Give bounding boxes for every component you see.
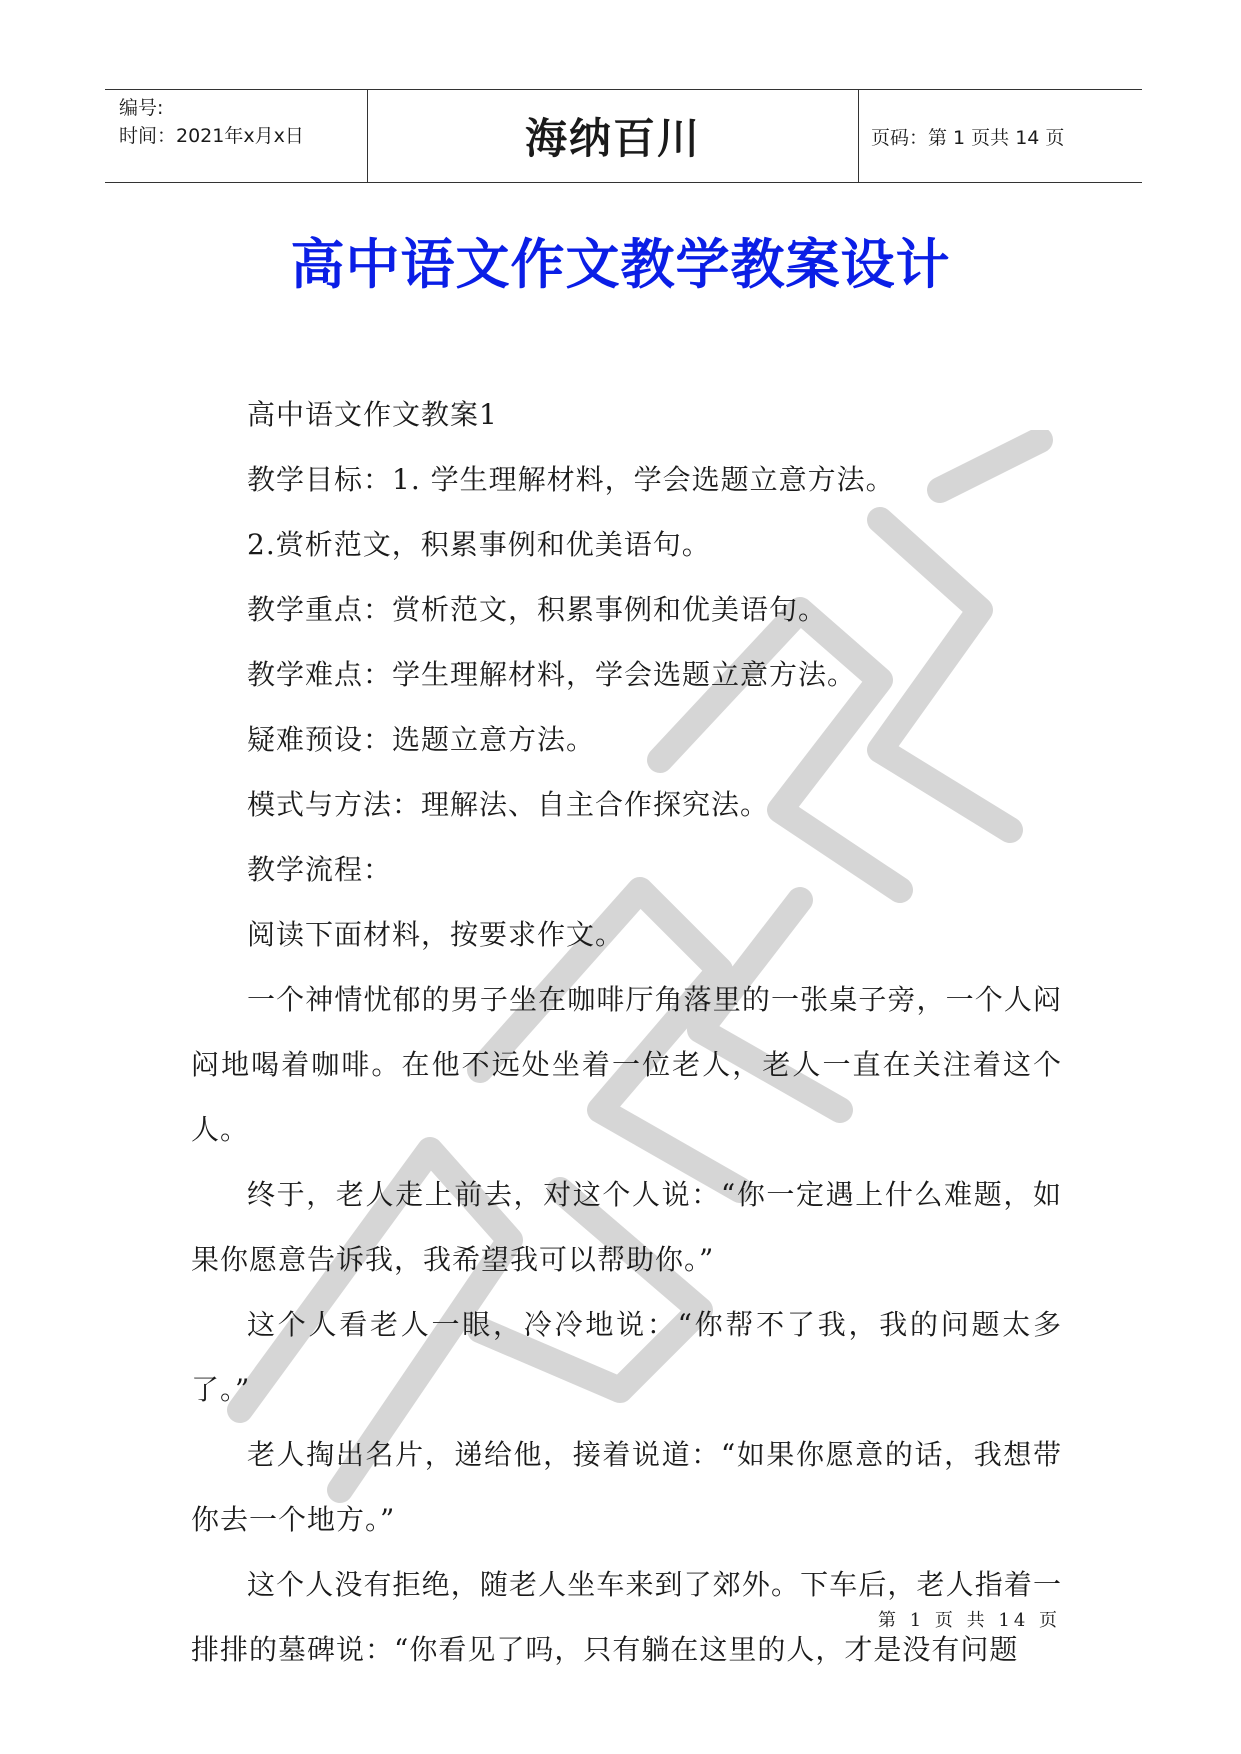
page-footer: 第 1 页 共 14 页 [878,1610,1061,1631]
paragraph: 这个人看老人一眼，冷冷地说：“你帮不了我，我的问题太多了。” [191,1308,1062,1406]
paragraph: 模式与方法：理解法、自主合作探究法。 [247,788,770,821]
paragraph: 终于，老人走上前去，对这个人说：“你一定遇上什么难题，如果你愿意告诉我，我希望我可以帮助你。” [191,1178,1062,1276]
document-title: 高中语文作文教学教案设计 [290,232,951,296]
number-label: 编号: [119,97,164,119]
header-page-info: 页码：第 1 页共 14 页 [871,126,1065,149]
paragraph: 2.赏析范文，积累事例和优美语句。 [247,528,711,561]
header-meta [105,90,368,182]
page-header [105,89,1142,183]
paragraph: 疑难预设：选题立意方法。 [247,723,596,756]
paragraph: 教学目标：1. 学生理解材料，学会选题立意方法。 [247,463,895,496]
paragraph: 教学重点：赏析范文，积累事例和优美语句。 [247,593,828,626]
paragraph: 教学难点：学生理解材料，学会选题立意方法。 [247,658,857,691]
paragraph: 高中语文作文教案1 [247,398,498,431]
paragraph: 老人掏出名片，递给他，接着说道：“如果你愿意的话，我想带你去一个地方。” [191,1438,1062,1536]
time-label: 时间：2021年x月x日 [119,125,304,147]
paragraph: 这个人没有拒绝，随老人坐车来到了郊外。下车后，老人指着一排排的墓碑说：“你看见了吗，只有躺在这里的人，才是没有问题 [191,1568,1062,1666]
paragraph: 阅读下面材料，按要求作文。 [247,918,625,951]
header-brand: 海纳百川 [368,90,859,182]
document-body [191,382,1062,1682]
paragraph: 一个神情忧郁的男子坐在咖啡厅角落里的一张桌子旁，一个人闷闷地喝着咖啡。在他不远处坐着一位老人，老人一直在关注着这个人。 [191,983,1062,1146]
paragraph: 教学流程： [247,853,393,886]
